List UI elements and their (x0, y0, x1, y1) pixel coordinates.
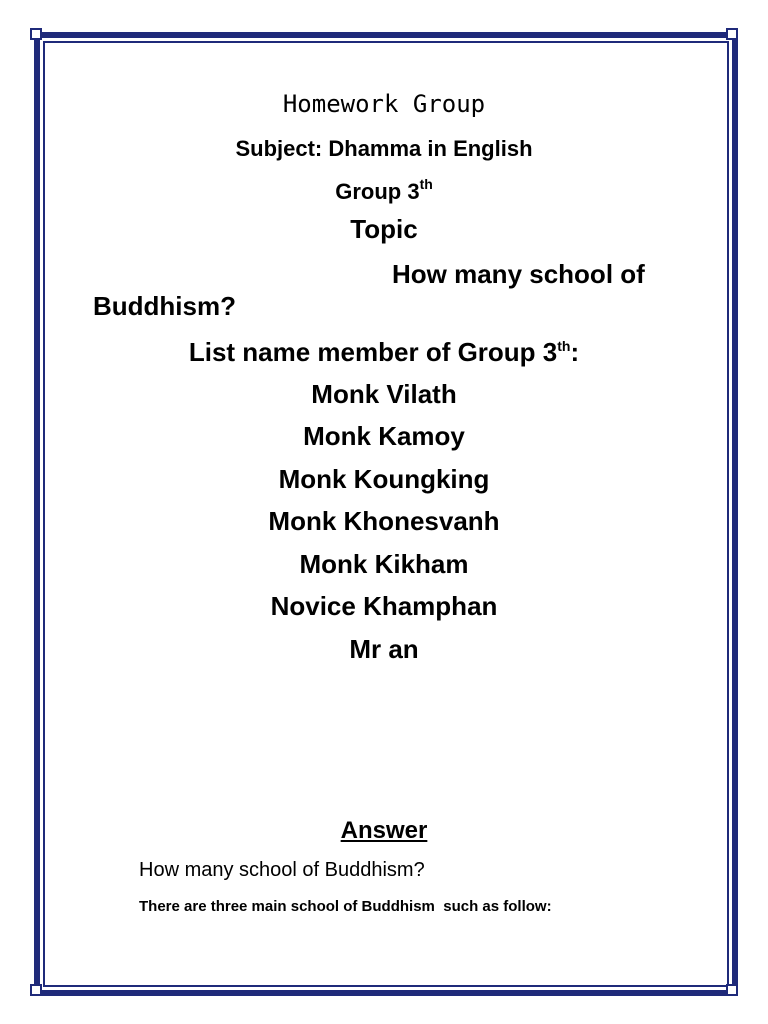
member-name: Monk Khonesvanh (268, 506, 500, 536)
document-heading: Homework Group (282, 90, 486, 118)
member-name: Monk Kamoy (303, 421, 465, 451)
subject-line: Subject: Dhamma in English (235, 136, 533, 161)
answer-title: Answer (340, 817, 428, 844)
member-name: Monk Vilath (311, 379, 457, 409)
members-heading-colon: : (570, 337, 580, 367)
answer-statement: There are three main school of Buddhism such as follow: (139, 898, 552, 915)
member-name: Monk Koungking (278, 464, 490, 494)
members-heading-superscript: th (557, 338, 571, 354)
border-corner-ornament (30, 28, 42, 40)
topic-text-line-1: How many school of (392, 259, 645, 289)
group-superscript: th (419, 176, 433, 192)
group-label: Group 3 (335, 179, 420, 204)
topic-text-line-2: Buddhism? (93, 291, 236, 321)
members-heading-text: List name member of Group 3 (188, 337, 558, 367)
topic-label: Topic (350, 214, 418, 244)
answer-question: How many school of Buddhism? (139, 859, 425, 881)
member-name: Monk Kikham (299, 549, 469, 579)
border-corner-ornament (726, 984, 738, 996)
border-corner-ornament (726, 28, 738, 40)
member-name: Mr an (349, 634, 419, 664)
members-heading (0, 337, 768, 368)
border-corner-ornament (30, 984, 42, 996)
member-name: Novice Khamphan (270, 591, 498, 621)
group-line (0, 176, 768, 205)
